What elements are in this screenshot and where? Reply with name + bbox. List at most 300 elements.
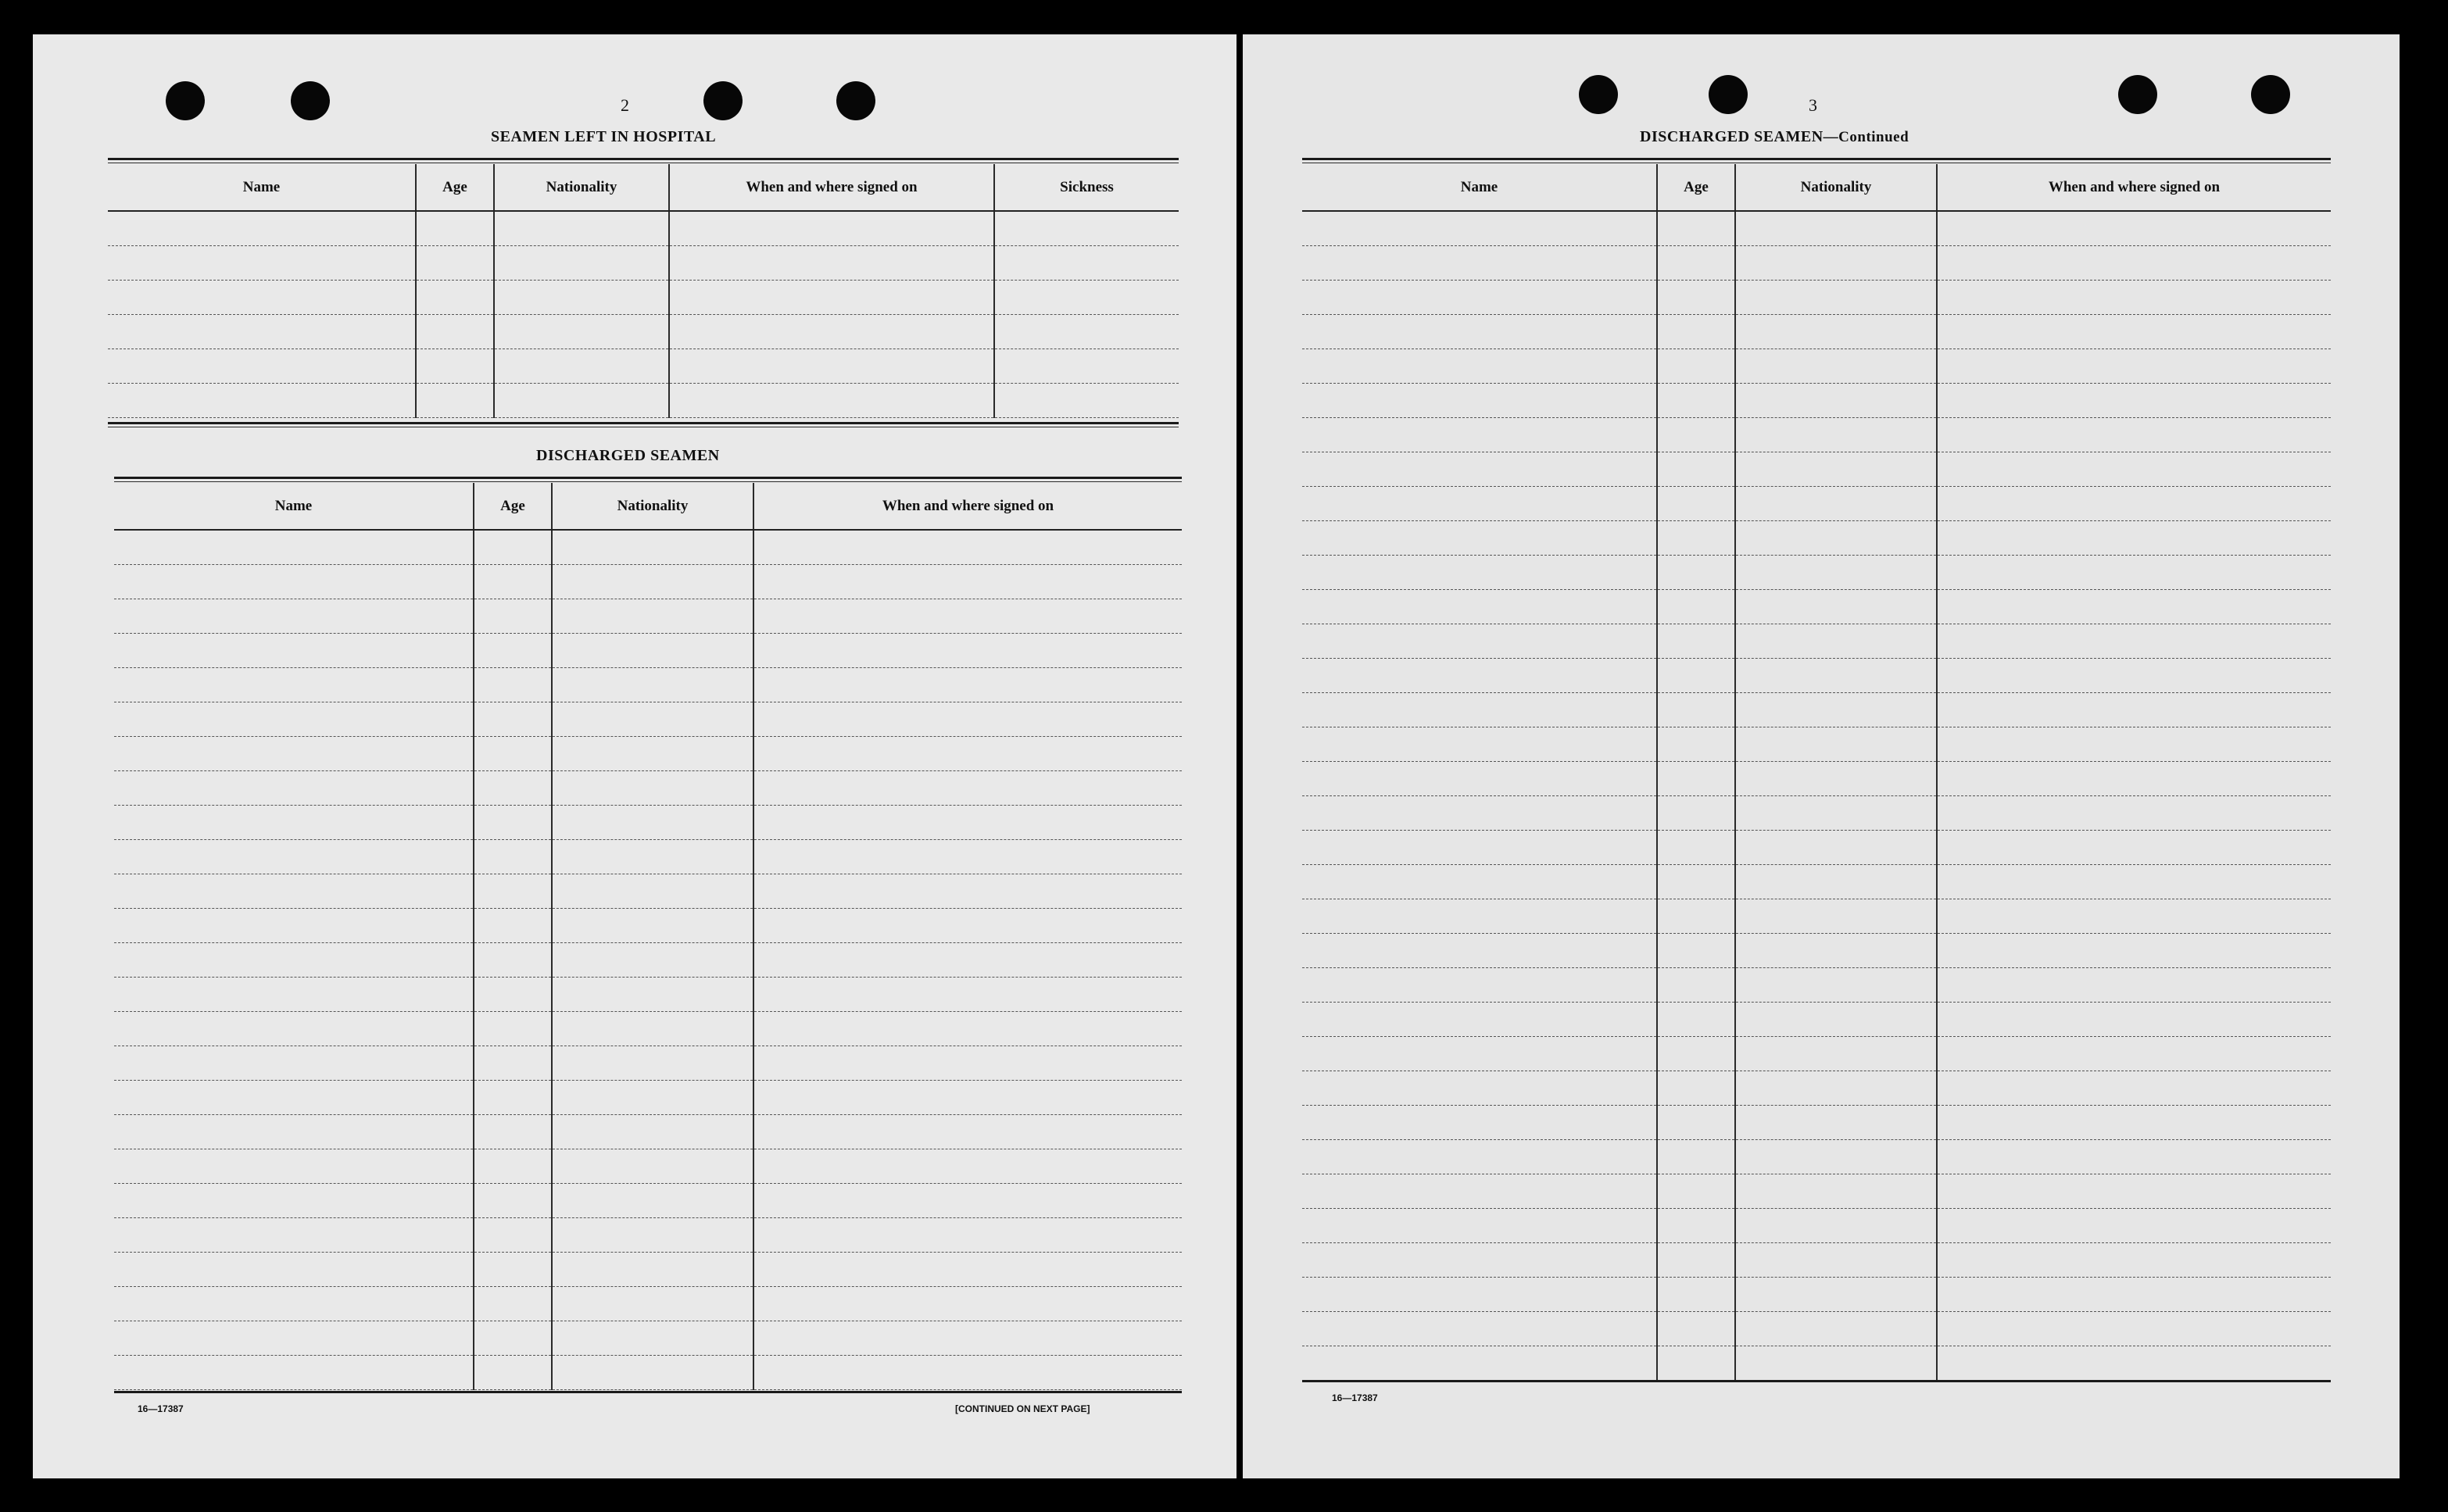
table-cell [108, 245, 416, 280]
left-page [33, 34, 1237, 1478]
table-cell [552, 1252, 753, 1286]
table-cell [1657, 727, 1735, 761]
table-row [1302, 1071, 2331, 1105]
table-cell [1302, 658, 1657, 692]
table-cell [552, 1183, 753, 1217]
table-cell [474, 942, 552, 977]
table-cell [1302, 1071, 1657, 1105]
column-header-age: Age [474, 483, 552, 530]
table-cell [114, 942, 474, 977]
table-cell [753, 1011, 1182, 1046]
table-cell [474, 530, 552, 564]
table-cell [114, 736, 474, 770]
table-row [114, 667, 1182, 702]
right-page [1243, 34, 2400, 1478]
table-cell [753, 736, 1182, 770]
table-row [1302, 452, 2331, 486]
column-header-nationality: Nationality [552, 483, 753, 530]
column-header-age: Age [416, 164, 494, 211]
column-header-signed-on: When and where signed on [753, 483, 1182, 530]
table-cell [416, 211, 494, 245]
table-cell [994, 280, 1179, 314]
table-row [1302, 1277, 2331, 1311]
table-cell [108, 383, 416, 417]
table-cell [1657, 417, 1735, 452]
table-cell [1735, 864, 1937, 899]
table-cell [416, 314, 494, 349]
table-cell [1937, 1277, 2331, 1311]
table-cell [1657, 1036, 1735, 1071]
table-cell [552, 805, 753, 839]
table-cell [753, 1355, 1182, 1389]
table-cell [1937, 658, 2331, 692]
table-cell [1657, 1174, 1735, 1208]
table-row [114, 1046, 1182, 1080]
table-row [114, 805, 1182, 839]
table-cell [552, 942, 753, 977]
page-number: 3 [1809, 95, 1817, 115]
table-cell [416, 245, 494, 280]
table-cell [416, 383, 494, 417]
discharged-table [114, 483, 1182, 1390]
table-row [1302, 245, 2331, 280]
table-cell [1302, 589, 1657, 624]
table-cell [1657, 520, 1735, 555]
table-cell [1302, 1002, 1657, 1036]
table-cell [1657, 245, 1735, 280]
table-cell [552, 1080, 753, 1114]
table-row [1302, 967, 2331, 1002]
table-cell [1302, 761, 1657, 795]
table-cell [474, 1080, 552, 1114]
table-cell [474, 633, 552, 667]
table-cell [1302, 830, 1657, 864]
punch-hole-icon [2251, 75, 2290, 114]
table-cell [1657, 1002, 1735, 1036]
table-cell [1937, 383, 2331, 417]
table-cell [114, 702, 474, 736]
table-row [1302, 1174, 2331, 1208]
bottom-rule [1302, 1380, 2331, 1382]
table-cell [1657, 452, 1735, 486]
table-row [1302, 520, 2331, 555]
table-cell [114, 633, 474, 667]
table-cell [669, 211, 994, 245]
table-cell [1735, 520, 1937, 555]
table-cell [1735, 727, 1937, 761]
form-number: 16—17387 [1332, 1392, 1378, 1403]
column-header-age: Age [1657, 164, 1735, 211]
table-cell [1657, 280, 1735, 314]
table-cell [114, 1114, 474, 1149]
table-cell [1302, 1139, 1657, 1174]
top-rule [108, 158, 1179, 160]
table-row [114, 942, 1182, 977]
table-cell [1302, 795, 1657, 830]
table-row [1302, 349, 2331, 383]
table-cell [1657, 933, 1735, 967]
table-cell [552, 667, 753, 702]
table-cell [416, 349, 494, 383]
table-cell [753, 1149, 1182, 1183]
table-row [108, 211, 1179, 245]
table-row [1302, 1311, 2331, 1346]
column-header-name: Name [114, 483, 474, 530]
table-cell [753, 1286, 1182, 1321]
table-cell [552, 908, 753, 942]
table-row [1302, 933, 2331, 967]
table-cell [552, 599, 753, 633]
punch-hole-icon [166, 81, 205, 120]
table-cell [114, 1011, 474, 1046]
table-cell [108, 211, 416, 245]
table-cell [1937, 692, 2331, 727]
table-cell [1302, 211, 1657, 245]
table-cell [114, 805, 474, 839]
table-cell [1657, 692, 1735, 727]
table-cell [552, 1011, 753, 1046]
table-row [1302, 280, 2331, 314]
table-cell [1657, 349, 1735, 383]
table-row [1302, 727, 2331, 761]
table-cell [1937, 1346, 2331, 1380]
table-cell [1657, 1105, 1735, 1139]
table-row [1302, 1242, 2331, 1277]
table-row [1302, 1036, 2331, 1071]
table-cell [552, 736, 753, 770]
table-cell [1657, 1346, 1735, 1380]
table-cell [1302, 1346, 1657, 1380]
table-row [114, 1286, 1182, 1321]
table-cell [1937, 624, 2331, 658]
table-cell [1735, 692, 1937, 727]
table-cell [552, 702, 753, 736]
table-row [114, 1252, 1182, 1286]
table-cell [1735, 1346, 1937, 1380]
table-cell [1735, 383, 1937, 417]
table-cell [474, 1149, 552, 1183]
table-row [1302, 864, 2331, 899]
table-cell [1657, 1242, 1735, 1277]
table-cell [1302, 1174, 1657, 1208]
table-cell [474, 908, 552, 942]
table-cell [994, 314, 1179, 349]
table-cell [1657, 1208, 1735, 1242]
table-cell [552, 1114, 753, 1149]
table-cell [1735, 899, 1937, 933]
table-cell [474, 1011, 552, 1046]
table-cell [1302, 1311, 1657, 1346]
table-cell [1937, 795, 2331, 830]
table-cell [1735, 245, 1937, 280]
table-cell [552, 530, 753, 564]
table-cell [1735, 1105, 1937, 1139]
table-cell [1937, 1208, 2331, 1242]
table-cell [1302, 383, 1657, 417]
table-cell [108, 314, 416, 349]
table-row [114, 1321, 1182, 1355]
table-cell [753, 839, 1182, 874]
table-row [1302, 589, 2331, 624]
table-row [114, 599, 1182, 633]
table-cell [114, 1252, 474, 1286]
table-cell [1937, 1036, 2331, 1071]
table-cell [1735, 349, 1937, 383]
table-cell [1302, 1242, 1657, 1277]
table-cell [474, 667, 552, 702]
table-cell [494, 314, 669, 349]
table-cell [494, 349, 669, 383]
table-cell [1302, 520, 1657, 555]
column-header-sickness: Sickness [994, 164, 1179, 211]
table-cell [753, 908, 1182, 942]
table-row [1302, 1208, 2331, 1242]
table-cell [416, 280, 494, 314]
table-cell [474, 874, 552, 908]
table-cell [108, 280, 416, 314]
table-row [114, 1114, 1182, 1149]
table-cell [1937, 589, 2331, 624]
table-cell [1937, 1002, 2331, 1036]
table-row [108, 314, 1179, 349]
table-cell [114, 1217, 474, 1252]
table-cell [1657, 314, 1735, 349]
table-cell [753, 1321, 1182, 1355]
table-cell [1302, 1036, 1657, 1071]
table-cell [114, 977, 474, 1011]
table-cell [1735, 795, 1937, 830]
table-cell [114, 1149, 474, 1183]
table-cell [474, 1355, 552, 1389]
column-header-signed-on: When and where signed on [669, 164, 994, 211]
table-cell [1657, 555, 1735, 589]
table-cell [753, 942, 1182, 977]
table-cell [114, 770, 474, 805]
table-cell [552, 977, 753, 1011]
table-cell [114, 908, 474, 942]
table-row [114, 530, 1182, 564]
table-row [114, 736, 1182, 770]
table-cell [1735, 1139, 1937, 1174]
table-row [114, 1217, 1182, 1252]
hospital-table [108, 164, 1179, 418]
section-title-text: DISCHARGED SEAMEN [1640, 128, 1823, 145]
table-cell [1735, 1036, 1937, 1071]
table-cell [1937, 1105, 2331, 1139]
table-cell [753, 1183, 1182, 1217]
table-cell [114, 1183, 474, 1217]
table-row [1302, 899, 2331, 933]
table-cell [474, 736, 552, 770]
table-row [1302, 211, 2331, 245]
table-cell [994, 383, 1179, 417]
table-cell [474, 1217, 552, 1252]
punch-hole-icon [291, 81, 330, 120]
table-cell [1937, 520, 2331, 555]
table-cell [1735, 314, 1937, 349]
table-cell [114, 1286, 474, 1321]
discharged-top-rule [114, 477, 1182, 479]
table-cell [1937, 486, 2331, 520]
table-cell [474, 702, 552, 736]
column-header-nationality: Nationality [494, 164, 669, 211]
table-cell [552, 874, 753, 908]
column-header-nationality: Nationality [1735, 164, 1937, 211]
table-cell [1302, 692, 1657, 727]
table-cell [552, 1321, 753, 1355]
continued-note: [CONTINUED ON NEXT PAGE] [955, 1403, 1090, 1414]
table-row [1302, 486, 2331, 520]
table-cell [753, 633, 1182, 667]
table-cell [1937, 727, 2331, 761]
table-row [114, 702, 1182, 736]
table-row [1302, 1139, 2331, 1174]
table-cell [1657, 967, 1735, 1002]
table-row [114, 977, 1182, 1011]
table-cell [1657, 899, 1735, 933]
table-cell [114, 1355, 474, 1389]
table-cell [1937, 349, 2331, 383]
table-cell [114, 599, 474, 633]
table-row [1302, 383, 2331, 417]
table-row [108, 280, 1179, 314]
table-cell [474, 1286, 552, 1321]
punch-hole-icon [1709, 75, 1748, 114]
table-cell [994, 245, 1179, 280]
table-cell [1735, 1174, 1937, 1208]
table-row [1302, 624, 2331, 658]
table-cell [669, 383, 994, 417]
table-cell [1937, 1139, 2331, 1174]
table-row [114, 874, 1182, 908]
table-cell [1735, 1242, 1937, 1277]
table-cell [753, 1114, 1182, 1149]
table-cell [474, 1321, 552, 1355]
column-header-signed-on: When and where signed on [1937, 164, 2331, 211]
table-cell [114, 1080, 474, 1114]
table-row [1302, 692, 2331, 727]
table-row [1302, 658, 2331, 692]
table-cell [994, 349, 1179, 383]
table-cell [1735, 761, 1937, 795]
table-cell [669, 280, 994, 314]
table-cell [552, 1149, 753, 1183]
table-cell [753, 530, 1182, 564]
table-cell [1302, 899, 1657, 933]
table-row [1302, 830, 2331, 864]
table-cell [552, 633, 753, 667]
table-cell [1657, 383, 1735, 417]
table-row [114, 633, 1182, 667]
table-cell [753, 1252, 1182, 1286]
table-cell [474, 1046, 552, 1080]
table-cell [1937, 933, 2331, 967]
column-header-name: Name [108, 164, 416, 211]
table-row [108, 245, 1179, 280]
table-cell [1302, 933, 1657, 967]
table-cell [552, 1286, 753, 1321]
table-cell [552, 839, 753, 874]
punch-hole-icon [703, 81, 743, 120]
table-cell [1657, 211, 1735, 245]
table-row [108, 383, 1179, 417]
table-cell [474, 770, 552, 805]
table-cell [1937, 555, 2331, 589]
table-cell [1735, 280, 1937, 314]
table-row [1302, 314, 2331, 349]
table-cell [1302, 280, 1657, 314]
form-number: 16—17387 [138, 1403, 184, 1414]
table-row [1302, 1105, 2331, 1139]
table-row [108, 349, 1179, 383]
table-cell [1937, 899, 2331, 933]
table-cell [474, 977, 552, 1011]
table-cell [552, 770, 753, 805]
table-cell [552, 564, 753, 599]
table-cell [552, 1217, 753, 1252]
table-row [1302, 555, 2331, 589]
table-row [1302, 417, 2331, 452]
table-cell [1302, 452, 1657, 486]
table-cell [114, 1046, 474, 1080]
table-cell [753, 564, 1182, 599]
table-cell [1735, 417, 1937, 452]
table-cell [494, 280, 669, 314]
table-cell [474, 805, 552, 839]
table-cell [1937, 1071, 2331, 1105]
table-row [114, 1149, 1182, 1183]
table-cell [1735, 486, 1937, 520]
table-cell [1302, 624, 1657, 658]
table-row [114, 1355, 1182, 1389]
table-row [114, 908, 1182, 942]
table-cell [1735, 830, 1937, 864]
table-cell [1735, 1002, 1937, 1036]
table-cell [1302, 314, 1657, 349]
table-cell [1937, 452, 2331, 486]
table-row [114, 564, 1182, 599]
table-cell [1937, 245, 2331, 280]
table-cell [753, 874, 1182, 908]
table-cell [474, 1114, 552, 1149]
table-cell [1657, 624, 1735, 658]
table-cell [1735, 967, 1937, 1002]
table-cell [552, 1046, 753, 1080]
table-cell [1937, 1242, 2331, 1277]
table-cell [1657, 830, 1735, 864]
table-cell [1302, 349, 1657, 383]
section-title-discharged-continued [1640, 128, 1909, 146]
table-cell [114, 530, 474, 564]
table-cell [1735, 589, 1937, 624]
table-cell [753, 667, 1182, 702]
table-cell [552, 1355, 753, 1389]
table-cell [1657, 864, 1735, 899]
table-row [114, 839, 1182, 874]
table-cell [1302, 486, 1657, 520]
table-cell [1657, 486, 1735, 520]
table-cell [474, 839, 552, 874]
table-row [1302, 1002, 2331, 1036]
table-cell [669, 245, 994, 280]
table-row [1302, 761, 2331, 795]
table-cell [753, 977, 1182, 1011]
discharged-bottom-rule [114, 1391, 1182, 1393]
table-cell [1937, 1311, 2331, 1346]
table-cell [1302, 555, 1657, 589]
table-cell [474, 564, 552, 599]
table-cell [1735, 658, 1937, 692]
